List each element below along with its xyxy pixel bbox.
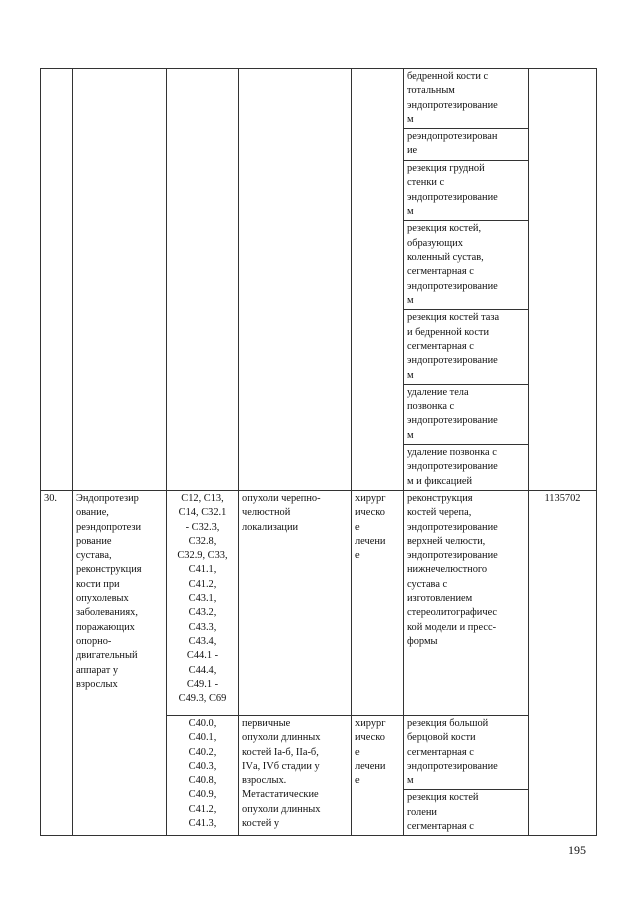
page-number: 195	[568, 843, 586, 857]
cont-name-cell	[73, 69, 167, 491]
method-cell: резекция костей, образующих коленный сустав, сегментарная с эндопротезирование м	[404, 221, 529, 310]
funding-amount: 1135702	[529, 490, 597, 835]
method-cell: реэндопротезирован ие	[404, 129, 529, 161]
icd-codes: С40.0, С40.1, С40.2, С40.3, С40.8, С40.9, С41.2, С41.3,	[167, 715, 239, 835]
procedures-table	[40, 68, 597, 836]
icd-codes: С12, С13, С14, С32.1 - С32.3, С32.8, С32.9, С33, С41.1, С41.2, С43.1, С43.2, С43.3, С43.4, С44.1 - С44.4, С49.1 - С49.3, С69	[167, 490, 239, 715]
method-cell: реконструкция костей черепа, эндопротезирование верхней челюсти, эндопротезирование нижнечелюстного сустава с изготовлением стереолитографичес кой модели и пресс- формы	[404, 490, 529, 715]
method-cell: резекция костей таза и бедренной кости сегментарная с эндопротезирование м	[404, 310, 529, 384]
cont-number-cell	[41, 69, 73, 491]
method-cell: удаление позвонка с эндопротезирование м и фиксацией	[404, 445, 529, 491]
method-cell: резекция большой берцовой кости сегментарная с эндопротезирование м	[404, 715, 529, 789]
patient-model: первичные опухоли длинных костей Iа-б, IIа-б, IVа, IVб стадии у взрослых. Метастатические опухоли длинных костей у	[239, 715, 352, 835]
treatment-type: хирург ическо е лечени е	[352, 490, 404, 715]
procedure-name: Эндопротезир ование, реэндопротези рование сустава, реконструкция кости при опухолевых заболеваниях, поражающих опорно- двигательный аппарат у взрослых	[73, 490, 167, 835]
method-cell: резекция грудной стенки с эндопротезирование м	[404, 161, 529, 221]
cont-model-cell	[239, 69, 352, 491]
patient-model: опухоли черепно- челюстной локализации	[239, 490, 352, 715]
cont-amount-cell	[529, 69, 597, 491]
row-number: 30.	[41, 490, 73, 835]
method-cell: бедренной кости с тотальным эндопротезирование м	[404, 69, 529, 129]
cont-codes-cell	[167, 69, 239, 491]
method-cell: резекция костей голени сегментарная с	[404, 790, 529, 836]
method-cell: удаление тела позвонка с эндопротезирование м	[404, 384, 529, 444]
cont-treatment-cell	[352, 69, 404, 491]
treatment-type: хирург ическо е лечени е	[352, 715, 404, 835]
